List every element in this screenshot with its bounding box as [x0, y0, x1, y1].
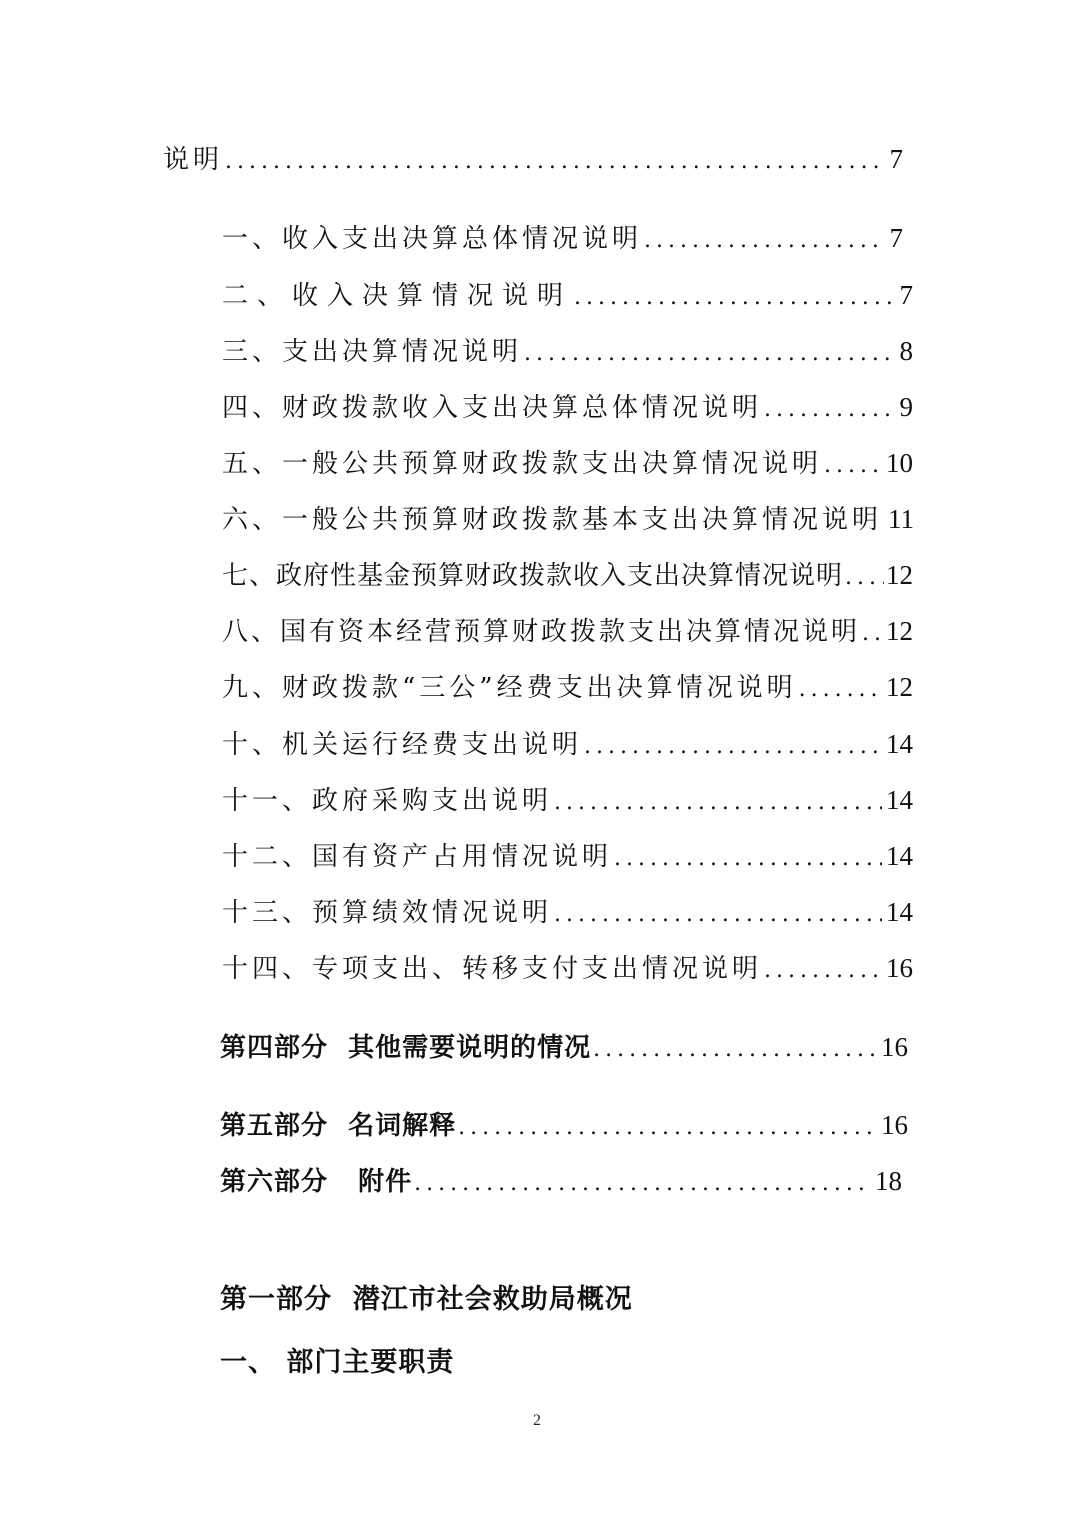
toc-sub-entry-11[interactable] — [222, 787, 913, 814]
part-heading: 第一部分 潜江市社会救助局概况 — [220, 1284, 633, 1315]
toc-entry-page: 18 — [875, 1166, 902, 1196]
toc-sub-entry-2[interactable] — [222, 282, 913, 309]
toc-leader-dots — [799, 679, 882, 701]
toc-entry-title: 二、收入决算情况说明 — [222, 281, 573, 311]
toc-leader-dots — [554, 792, 882, 814]
toc-sub-entry-5[interactable] — [222, 450, 913, 477]
toc-entry-page: 7 — [889, 144, 903, 174]
toc-sub-entry-9[interactable] — [222, 674, 913, 701]
toc-entry-title: 一、收入支出决算总体情况说明 — [222, 224, 643, 254]
toc-entry-title: 六、一般公共预算财政拨款基本支出决算情况说明 — [222, 505, 883, 535]
toc-entry-title: 十四、专项支出、转移支付支出情况说明 — [222, 954, 763, 984]
toc-sub-entry-4[interactable] — [222, 394, 913, 421]
toc-entry-title: 三、支出决算情况说明 — [222, 337, 523, 367]
toc-entry-title: 四、财政拨款收入支出决算总体情况说明 — [222, 393, 763, 423]
toc-part-6[interactable] — [220, 1168, 902, 1195]
toc-leader-dots — [644, 230, 885, 252]
toc-leader-dots — [524, 343, 895, 365]
toc-entry-page: 12 — [886, 672, 913, 702]
page-number: 2 — [533, 1412, 541, 1429]
toc-sub-entry-6[interactable] — [222, 506, 913, 533]
toc-leader-dots — [225, 151, 885, 173]
toc-entry-title: 十三、预算绩效情况说明 — [222, 898, 553, 928]
toc-entry-page: 7 — [899, 280, 913, 310]
toc-entry-page: 11 — [888, 504, 915, 534]
toc-leader-dots — [554, 904, 882, 926]
toc-leader-dots — [862, 623, 882, 645]
toc-sub-entry-12[interactable] — [222, 843, 913, 870]
toc-sub-entry-13[interactable] — [222, 899, 913, 926]
toc-entry-page: 10 — [886, 448, 913, 478]
toc-sub-entry-10[interactable] — [222, 731, 913, 758]
toc-entry-page: 7 — [889, 223, 903, 253]
toc-leader-dots — [764, 960, 882, 982]
toc-entry-page: 9 — [899, 392, 913, 422]
toc-entry-page: 12 — [886, 616, 913, 646]
toc-leader-dots — [845, 567, 884, 589]
toc-entry-page: 14 — [886, 729, 913, 759]
toc-leader-dots — [414, 1173, 871, 1195]
toc-leader-dots — [458, 1117, 877, 1139]
toc-entry-title: 第五部分 名词解释 — [220, 1111, 457, 1141]
toc-entry-title: 第四部分 其他需要说明的情况 — [220, 1033, 592, 1063]
toc-entry-title: 九、财政拨款“三公”经费支出决算情况说明 — [222, 673, 797, 703]
toc-leader-dots — [824, 455, 882, 477]
section-heading: 一、 部门主要职责 — [220, 1347, 455, 1378]
toc-entry-page: 16 — [881, 1032, 908, 1062]
toc-entry-page: 14 — [886, 897, 913, 927]
toc-leader-dots — [593, 1039, 877, 1061]
toc-part-4[interactable] — [220, 1034, 908, 1061]
toc-leader-dots — [584, 736, 882, 758]
toc-leader-dots — [764, 399, 895, 421]
toc-entry-title: 八、国有资本经营预算财政拨款支出决算情况说明 — [222, 617, 861, 647]
toc-entry-title: 说明 — [163, 145, 224, 175]
toc-entry-page: 16 — [886, 953, 913, 983]
toc-entry-page: 8 — [899, 336, 913, 366]
toc-entry-page: 16 — [881, 1110, 908, 1140]
toc-sub-entry-8[interactable] — [222, 618, 913, 645]
toc-entry-title: 十、机关运行经费支出说明 — [222, 730, 583, 760]
toc-entry-title: 十一、政府采购支出说明 — [222, 786, 553, 816]
toc-entry-title: 五、一般公共预算财政拨款支出决算情况说明 — [222, 449, 823, 479]
toc-leader-dots — [574, 287, 895, 309]
toc-sub-entry-1[interactable] — [222, 225, 903, 252]
toc-sub-entry-3[interactable] — [222, 338, 913, 365]
toc-entry-title: 七、政府性基金预算财政拨款收入支出决算情况说明 — [222, 561, 844, 591]
toc-sub-entry-14[interactable] — [222, 955, 913, 982]
toc-entry-title: 第六部分 附件 — [220, 1167, 413, 1197]
toc-entry-title: 十二、国有资产占用情况说明 — [222, 842, 613, 872]
toc-entry-page: 14 — [886, 785, 913, 815]
toc-sub-entry-7[interactable] — [222, 562, 913, 589]
toc-leader-dots — [614, 848, 882, 870]
toc-entry-explanation[interactable] — [163, 146, 903, 173]
toc-entry-page: 12 — [886, 560, 913, 590]
toc-entry-page: 14 — [886, 841, 913, 871]
toc-part-5[interactable] — [220, 1112, 908, 1139]
